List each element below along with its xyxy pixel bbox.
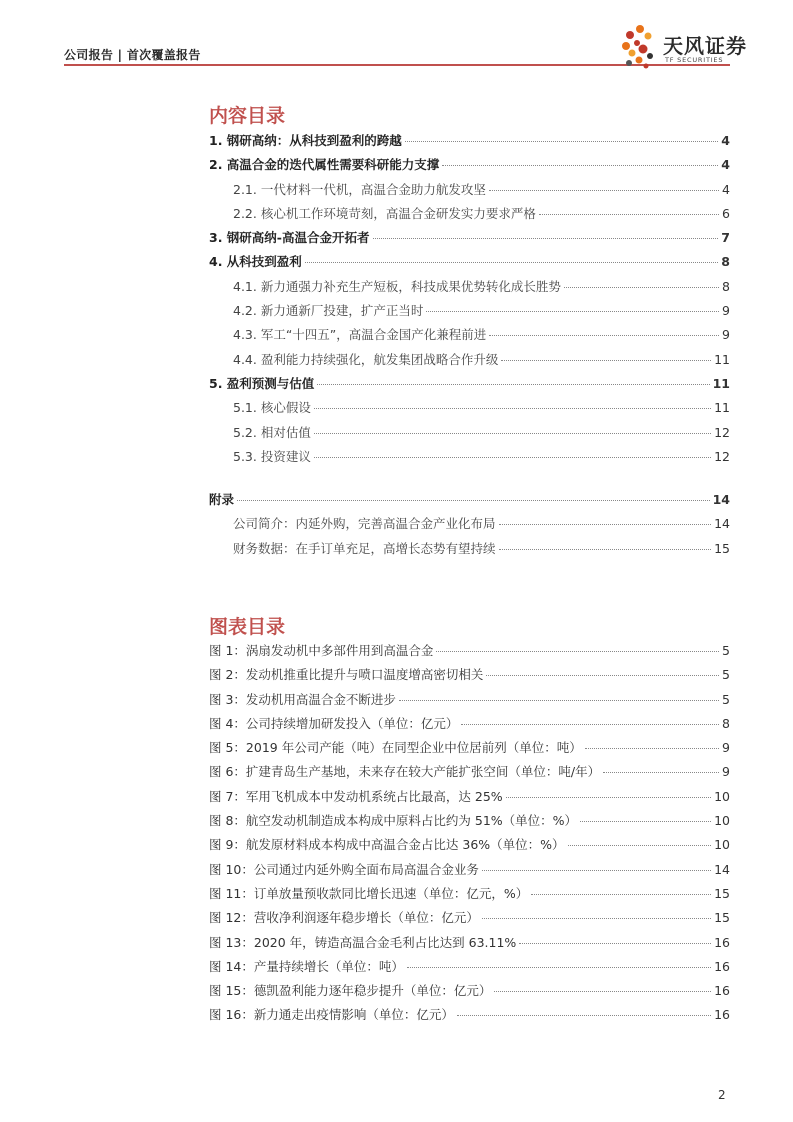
figure-entry[interactable]: [209, 665, 730, 689]
figure-entry[interactable]: [209, 762, 730, 786]
toc-entry[interactable]: [209, 447, 730, 471]
dot-leader: [314, 457, 711, 458]
entry-title: 5.1. 核心假设: [233, 400, 311, 416]
dot-leader: [499, 524, 712, 525]
dot-leader: [531, 894, 711, 895]
dot-leader: [461, 724, 719, 725]
entry-page-number: 14: [714, 861, 730, 877]
toc-entry[interactable]: [209, 180, 730, 204]
logo-flower-icon: [619, 22, 663, 72]
entry-page-number: 10: [714, 813, 730, 829]
toc-entry[interactable]: [209, 490, 730, 514]
logo-text-cn: 天风证券: [663, 34, 747, 58]
entry-title: 图 1：涡扇发动机中多部件用到高温合金: [209, 643, 434, 658]
entry-title: 2.1. 一代材料一代机，高温合金助力航发攻坚: [233, 181, 486, 197]
figure-entry[interactable]: [209, 1005, 730, 1029]
figure-entry[interactable]: [209, 714, 730, 738]
toc-entry[interactable]: [209, 228, 730, 252]
entry-page-number: 15: [714, 540, 730, 556]
entry-title: 5.3. 投资建议: [233, 448, 311, 464]
entry-page-number: 16: [714, 983, 730, 999]
toc-title: 内容目录: [209, 105, 286, 127]
page-number: 2: [718, 1088, 726, 1102]
entry-title: 图 14：产量持续增长（单位：吨）: [209, 958, 404, 974]
entry-page-number: 16: [714, 958, 730, 974]
figure-entry[interactable]: [209, 933, 730, 957]
figure-entry[interactable]: [209, 908, 730, 932]
entry-page-number: 5: [722, 643, 730, 658]
figure-entry[interactable]: [209, 835, 730, 859]
entry-title: 4.3. 军工“十四五”，高温合金国产化兼程前进: [233, 327, 487, 343]
dot-leader: [564, 287, 719, 288]
entry-page-number: 8: [722, 715, 730, 731]
entry-page-number: 9: [722, 303, 730, 319]
toc-entry[interactable]: [209, 301, 730, 325]
dot-leader: [494, 991, 711, 992]
entry-title: 图 7：军用飞机成本中发动机系统占比最高，达 25%: [209, 788, 503, 804]
toc-entry[interactable]: [209, 252, 730, 276]
entry-page-number: 5: [722, 691, 730, 707]
entry-title: 图 2：发动机推重比提升与喷口温度增高密切相关: [209, 667, 484, 683]
dot-leader: [585, 748, 719, 749]
report-type-label: 公司报告 | 首次覆盖报告: [64, 48, 201, 62]
entry-title: 图 12：营收净利润逐年稳步增长（单位：亿元）: [209, 910, 479, 926]
dot-leader: [539, 214, 719, 215]
figure-entry[interactable]: [209, 690, 730, 714]
toc-list: [209, 131, 730, 471]
company-logo: [619, 22, 747, 72]
entry-title: 2.2. 核心机工作环境苛刻，高温合金研发实力要求严格: [233, 205, 536, 221]
entry-title: 图 16：新力通走出疫情影响（单位：亿元）: [209, 1007, 454, 1023]
entry-title: 5.2. 相对估值: [233, 424, 311, 440]
figure-entry[interactable]: [209, 957, 730, 981]
entry-page-number: 6: [722, 205, 730, 221]
entry-title: 公司简介：内延外购，完善高温合金产业化布局: [233, 516, 496, 532]
entry-page-number: 16: [714, 934, 730, 950]
dot-leader: [519, 943, 711, 944]
figure-entry[interactable]: [209, 787, 730, 811]
entry-page-number: 15: [714, 910, 730, 926]
toc-entry[interactable]: [209, 423, 730, 447]
entry-page-number: 7: [721, 230, 730, 246]
dot-leader: [457, 1015, 711, 1016]
entry-page-number: 12: [714, 424, 730, 440]
entry-title: 图 3：发动机用高温合金不断进步: [209, 691, 396, 707]
entry-page-number: 14: [714, 516, 730, 532]
entry-title: 图 11：订单放量预收款同比增长迅速（单位：亿元，%）: [209, 885, 529, 901]
entry-page-number: 8: [721, 254, 730, 270]
entry-title: 2. 高温合金的迭代属性需要科研能力支撑: [209, 157, 440, 173]
logo-text-en: TF SECURITIES: [665, 56, 724, 64]
entry-title: 图 5：2019 年公司产能（吨）在同型企业中位居前列（单位：吨）: [209, 740, 582, 756]
entry-page-number: 5: [722, 667, 730, 683]
entry-title: 图 10：公司通过内延外购全面布局高温合金业务: [209, 861, 479, 877]
toc-entry[interactable]: [209, 374, 730, 398]
entry-page-number: 16: [714, 1007, 730, 1023]
toc-entry[interactable]: [209, 325, 730, 349]
entry-page-number: 8: [722, 278, 730, 294]
dot-leader: [603, 772, 719, 773]
entry-title: 1. 钢研高纳：从科技到盈利的跨越: [209, 133, 402, 148]
dot-leader: [426, 311, 719, 312]
entry-title: 附录: [209, 492, 235, 507]
entry-title: 4.2. 新力通新厂投建，扩产正当时: [233, 303, 424, 319]
dot-leader: [442, 165, 718, 166]
entry-page-number: 9: [722, 740, 730, 756]
dot-leader: [407, 967, 711, 968]
appendix-list: [209, 490, 730, 563]
dot-leader: [237, 500, 710, 501]
toc-entry[interactable]: [209, 350, 730, 374]
entry-page-number: 4: [721, 133, 730, 148]
toc-entry[interactable]: [209, 204, 730, 228]
toc-entry[interactable]: [209, 398, 730, 422]
entry-title: 图 13：2020 年，铸造高温合金毛利占比达到 63.11%: [209, 934, 517, 950]
dot-leader: [314, 433, 711, 434]
entry-page-number: 11: [714, 351, 730, 367]
figure-entry[interactable]: [209, 981, 730, 1005]
entry-page-number: 10: [714, 837, 730, 853]
figure-entry[interactable]: [209, 738, 730, 762]
entry-title: 图 9：航发原材料成本构成中高温合金占比达 36%（单位：%）: [209, 837, 565, 853]
figure-entry[interactable]: [209, 860, 730, 884]
entry-title: 财务数据：在手订单充足，高增长态势有望持续: [233, 540, 496, 556]
dot-leader: [580, 821, 711, 822]
entry-title: 4.4. 盈利能力持续强化，航发集团战略合作升级: [233, 351, 499, 367]
entry-title: 4.1. 新力通强力补充生产短板，科技成果优势转化成长胜势: [233, 278, 561, 294]
figures-title: 图表目录: [209, 616, 286, 638]
dot-leader: [405, 141, 718, 142]
entry-page-number: 11: [712, 375, 730, 391]
toc-entry[interactable]: [209, 539, 730, 563]
dot-leader: [399, 700, 719, 701]
toc-entry[interactable]: [209, 277, 730, 301]
dot-leader: [506, 797, 711, 798]
dot-leader: [305, 262, 718, 263]
entry-title: 图 4：公司持续增加研发投入（单位：亿元）: [209, 715, 459, 731]
dot-leader: [482, 870, 711, 871]
entry-title: 4. 从科技到盈利: [209, 254, 302, 270]
dot-leader: [489, 335, 719, 336]
dot-leader: [373, 238, 719, 239]
entry-page-number: 15: [714, 885, 730, 901]
dot-leader: [489, 190, 719, 191]
entry-page-number: 11: [714, 400, 730, 416]
entry-page-number: 9: [722, 764, 730, 780]
dot-leader: [499, 549, 712, 550]
dot-leader: [568, 845, 712, 846]
toc-entry[interactable]: [209, 514, 730, 538]
toc-entry[interactable]: [209, 155, 730, 179]
figure-entry[interactable]: [209, 641, 730, 665]
entry-page-number: 9: [722, 327, 730, 343]
entry-title: 5. 盈利预测与估值: [209, 375, 315, 391]
entry-title: 3. 钢研高纳-高温合金开拓者: [209, 230, 370, 246]
dot-leader: [317, 384, 709, 385]
dot-leader: [314, 408, 711, 409]
entry-title: 图 8：航空发动机制造成本构成中原料占比约为 51%（单位：%）: [209, 813, 578, 829]
dot-leader: [482, 918, 711, 919]
entry-page-number: 10: [714, 788, 730, 804]
entry-page-number: 4: [721, 157, 730, 173]
figure-entry[interactable]: [209, 884, 730, 908]
dot-leader: [501, 360, 711, 361]
entry-page-number: 14: [712, 492, 730, 507]
entry-title: 图 6：扩建青岛生产基地，未来存在较大产能扩张空间（单位：吨/年）: [209, 764, 601, 780]
dot-leader: [486, 675, 719, 676]
entry-page-number: 12: [714, 448, 730, 464]
entry-title: 图 15：德凯盈利能力逐年稳步提升（单位：亿元）: [209, 983, 492, 999]
toc-entry[interactable]: [209, 131, 730, 155]
dot-leader: [436, 651, 719, 652]
figure-entry[interactable]: [209, 811, 730, 835]
figure-list: [209, 641, 730, 1030]
entry-page-number: 4: [722, 181, 730, 197]
